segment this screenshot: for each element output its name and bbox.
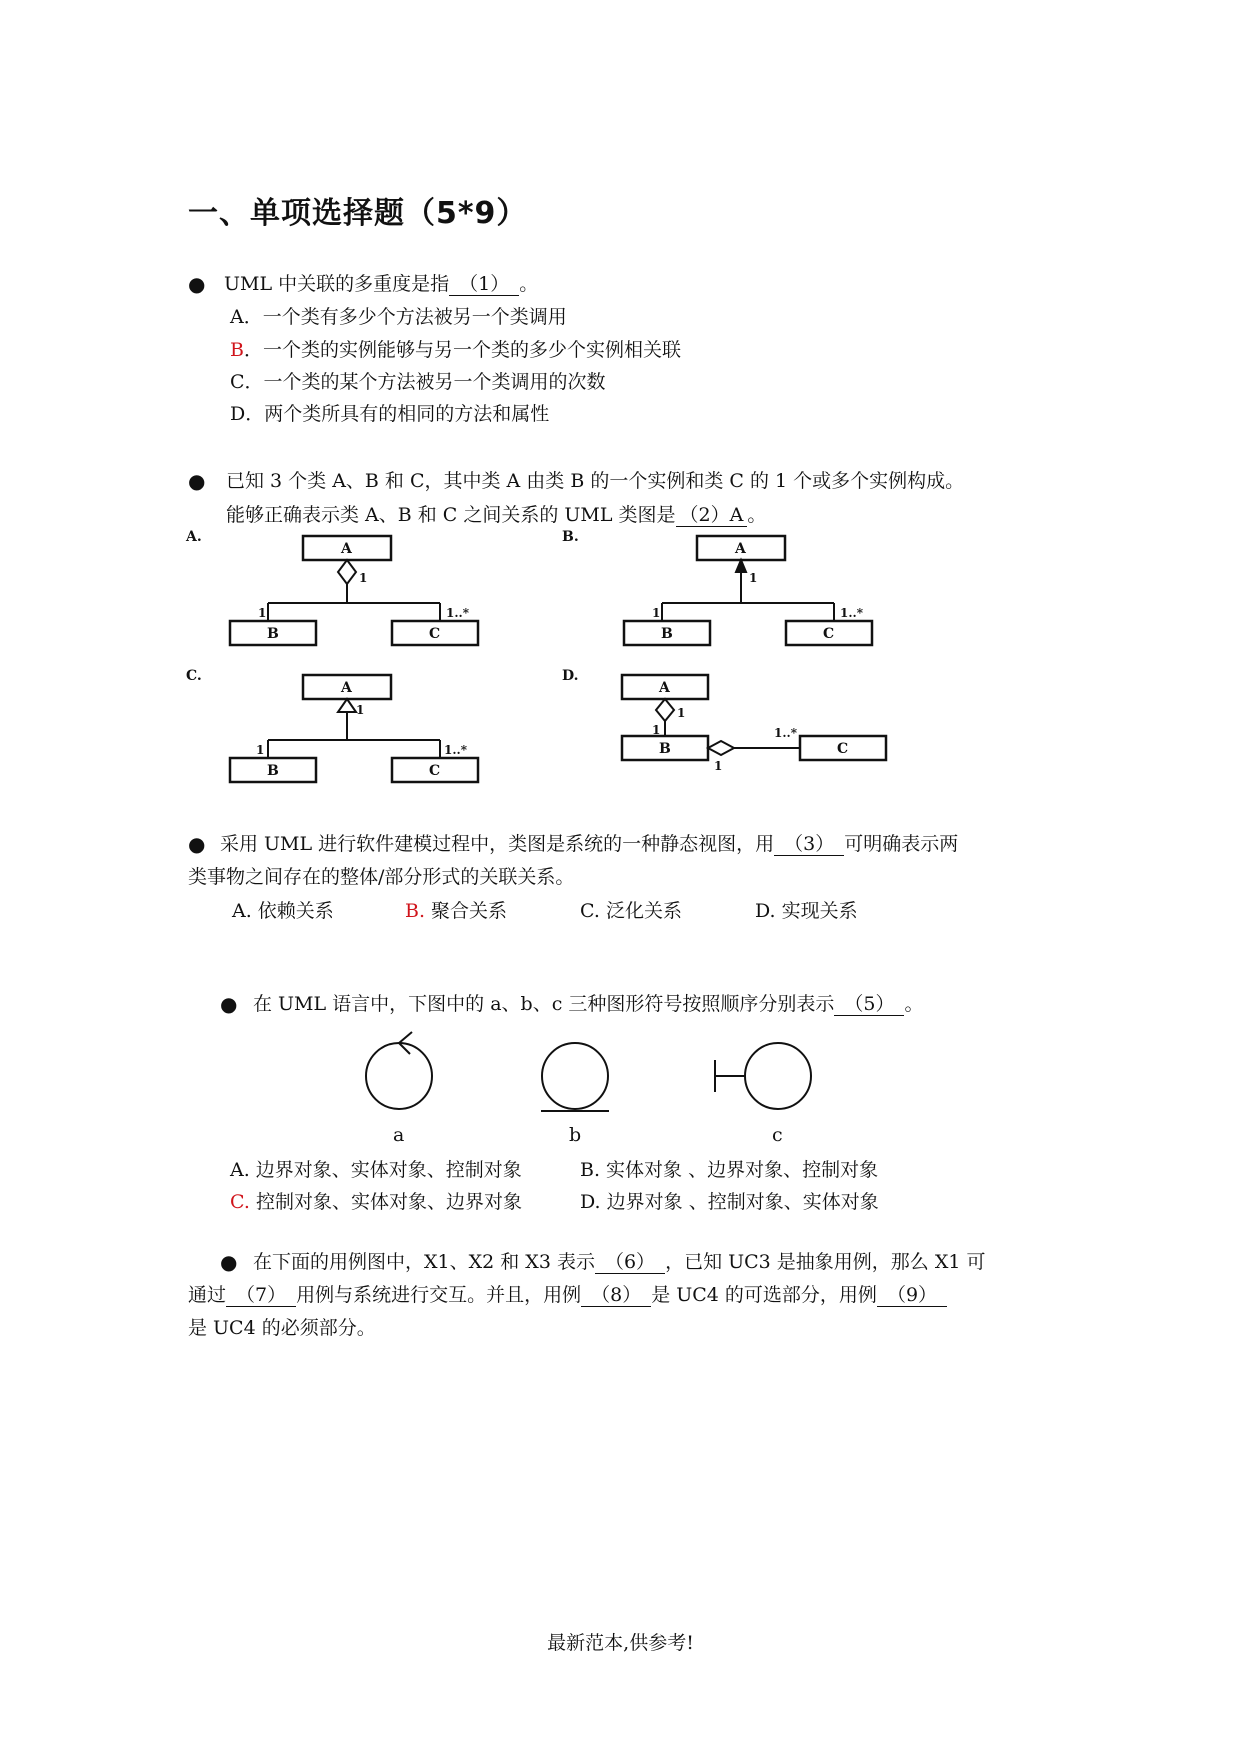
q3-line1-post: 可明确表示两 bbox=[844, 833, 959, 855]
class-b-name: B bbox=[267, 626, 279, 642]
q5-option-c bbox=[230, 1190, 522, 1214]
option-letter: B. bbox=[580, 1159, 601, 1181]
q3-option-c bbox=[580, 899, 682, 923]
class-b-name: B bbox=[267, 763, 279, 779]
mult-label: 1 bbox=[359, 571, 368, 585]
q6-line1 bbox=[253, 1250, 985, 1274]
option-text: ．一个类的某个方法被另一个类调用的次数 bbox=[244, 371, 606, 393]
q1-stem-post: 。 bbox=[519, 273, 539, 295]
q5-option-d bbox=[580, 1190, 879, 1214]
mult-label: 1..* bbox=[774, 726, 797, 740]
bullet-q5: ● bbox=[220, 992, 238, 1016]
option-text: 边界对象、实体对象、控制对象 bbox=[249, 1159, 522, 1181]
q3-option-b bbox=[405, 899, 507, 923]
option-letter: C bbox=[230, 371, 245, 393]
bullet-q1: ● bbox=[188, 272, 206, 296]
class-a-name: A bbox=[735, 541, 746, 557]
q5-stem-pre: 在 UML 语言中，下图中的 a、b、c 三种图形符号按照顺序分别表示 bbox=[253, 993, 835, 1015]
class-a-name: A bbox=[341, 680, 352, 696]
q6-line1-b: ，已知 UC3 是抽象用例，那么 X1 可 bbox=[665, 1251, 986, 1273]
mult-label: 1 bbox=[652, 606, 661, 620]
diagram-label-a: A. bbox=[186, 529, 202, 545]
q1-blank: （1） bbox=[449, 273, 519, 296]
q5-stereotype-symbols bbox=[355, 1030, 835, 1145]
mult-label: 1..* bbox=[446, 606, 469, 620]
option-letter: D. bbox=[755, 900, 776, 922]
q1-stem bbox=[224, 272, 538, 296]
q9-blank: （9） bbox=[877, 1284, 947, 1307]
option-text: ．一个类有多少个方法被另一个类调用 bbox=[243, 306, 567, 328]
q2-line2 bbox=[226, 503, 766, 527]
mult-label: 1..* bbox=[444, 743, 467, 757]
q2-line2-pre: 能够正确表示类 A、B 和 C 之间关系的 UML 类图是 bbox=[226, 504, 676, 526]
symbol-label-a: a bbox=[393, 1124, 405, 1146]
mult-label: 1 bbox=[677, 706, 686, 720]
option-letter-answer: B. bbox=[405, 900, 426, 922]
class-c-name: C bbox=[837, 741, 849, 757]
option-text: ．两个类所具有的相同的方法和属性 bbox=[245, 403, 550, 425]
q1-option-a bbox=[230, 305, 567, 329]
q2-blank: （2）A bbox=[676, 504, 748, 527]
q3-blank: （3） bbox=[774, 833, 844, 856]
q8-blank: （8） bbox=[581, 1284, 651, 1307]
option-letter: A bbox=[230, 306, 244, 328]
q2-line1: 已知 3 个类 A、B 和 C，其中类 A 由类 B 的一个实例和类 C 的 1 个或多个实例构成。 bbox=[226, 470, 965, 492]
q3-line2: 类事物之间存在的整体/部分形式的关联关系。 bbox=[188, 866, 575, 888]
q6-line2-b: 用例与系统进行交互。并且，用例 bbox=[296, 1284, 582, 1306]
class-b-name: B bbox=[659, 741, 671, 757]
class-c-name: C bbox=[429, 626, 441, 642]
control-object-icon bbox=[366, 1043, 432, 1109]
mult-label: 1 bbox=[714, 759, 723, 773]
bullet-q2: ● bbox=[188, 469, 206, 493]
q1-option-b bbox=[230, 338, 681, 362]
q2-line2-post: 。 bbox=[747, 504, 767, 526]
q3-line1-pre: 采用 UML 进行软件建模过程中，类图是系统的一种静态视图，用 bbox=[220, 833, 775, 855]
option-text: 实现关系 bbox=[775, 900, 858, 922]
diagram-label-b: B. bbox=[562, 529, 579, 545]
diagram-label-d: D. bbox=[562, 668, 579, 684]
q1-option-d bbox=[230, 402, 549, 426]
option-letter-answer: B bbox=[230, 339, 244, 361]
q7-blank: （7） bbox=[226, 1284, 296, 1307]
option-text: 控制对象、实体对象、边界对象 bbox=[249, 1191, 522, 1213]
q5-stem bbox=[253, 992, 924, 1016]
section-title: 一、单项选择题（5*9） bbox=[188, 196, 528, 231]
class-c-name: C bbox=[429, 763, 441, 779]
option-letter: A. bbox=[232, 900, 252, 922]
q6-blank: （6） bbox=[595, 1251, 665, 1274]
bullet-q6: ● bbox=[220, 1250, 238, 1274]
class-a-name: A bbox=[659, 680, 670, 696]
class-b-name: B bbox=[661, 626, 673, 642]
q6-line2-c: 是 UC4 的可选部分，用例 bbox=[651, 1284, 877, 1306]
option-text: 依赖关系 bbox=[251, 900, 334, 922]
q3-line1 bbox=[220, 832, 958, 856]
q6-line1-a: 在下面的用例图中，X1、X2 和 X3 表示 bbox=[253, 1251, 595, 1273]
q5-option-a bbox=[230, 1158, 522, 1182]
option-letter: A. bbox=[230, 1159, 250, 1181]
option-text: 边界对象 、控制对象、实体对象 bbox=[600, 1191, 879, 1213]
mult-label: 1 bbox=[652, 723, 661, 737]
q6-line3: 是 UC4 的必须部分。 bbox=[188, 1317, 376, 1339]
symbol-label-b: b bbox=[569, 1124, 582, 1146]
option-text: ．一个类的实例能够与另一个类的多少个实例相关联 bbox=[243, 339, 681, 361]
symbol-label-c: c bbox=[772, 1124, 783, 1146]
diagram-label-c: C. bbox=[186, 668, 202, 684]
option-letter: C. bbox=[580, 900, 600, 922]
mult-label: 1 bbox=[258, 606, 267, 620]
option-letter-answer: C. bbox=[230, 1191, 250, 1213]
bullet-q3: ● bbox=[188, 832, 206, 856]
q6-line2 bbox=[188, 1283, 947, 1307]
q3-option-d bbox=[755, 899, 858, 923]
q6-line2-a: 通过 bbox=[188, 1284, 227, 1306]
option-letter: D. bbox=[580, 1191, 601, 1213]
q3-option-a bbox=[232, 899, 334, 923]
class-c-name: C bbox=[823, 626, 835, 642]
q1-stem-pre: UML 中关联的多重度是指 bbox=[224, 273, 450, 295]
boundary-object-icon bbox=[745, 1043, 811, 1109]
mult-label: 1 bbox=[256, 743, 265, 757]
entity-object-icon bbox=[542, 1043, 608, 1109]
mult-label: 1..* bbox=[840, 606, 863, 620]
q5-blank: （5） bbox=[834, 993, 904, 1016]
option-text: 聚合关系 bbox=[425, 900, 508, 922]
page-footer: 最新范本,供参考! bbox=[547, 1632, 694, 1654]
option-text: 泛化关系 bbox=[599, 900, 682, 922]
q5-stem-post: 。 bbox=[904, 993, 924, 1015]
q1-option-c bbox=[230, 370, 606, 394]
option-letter: D bbox=[230, 403, 246, 425]
option-text: 实体对象 、边界对象、控制对象 bbox=[600, 1159, 879, 1181]
mult-label: 1 bbox=[749, 571, 758, 585]
q2-class-diagrams bbox=[186, 528, 910, 798]
q5-option-b bbox=[580, 1158, 878, 1182]
class-a-name: A bbox=[341, 541, 352, 557]
mult-label: 1 bbox=[356, 703, 365, 717]
